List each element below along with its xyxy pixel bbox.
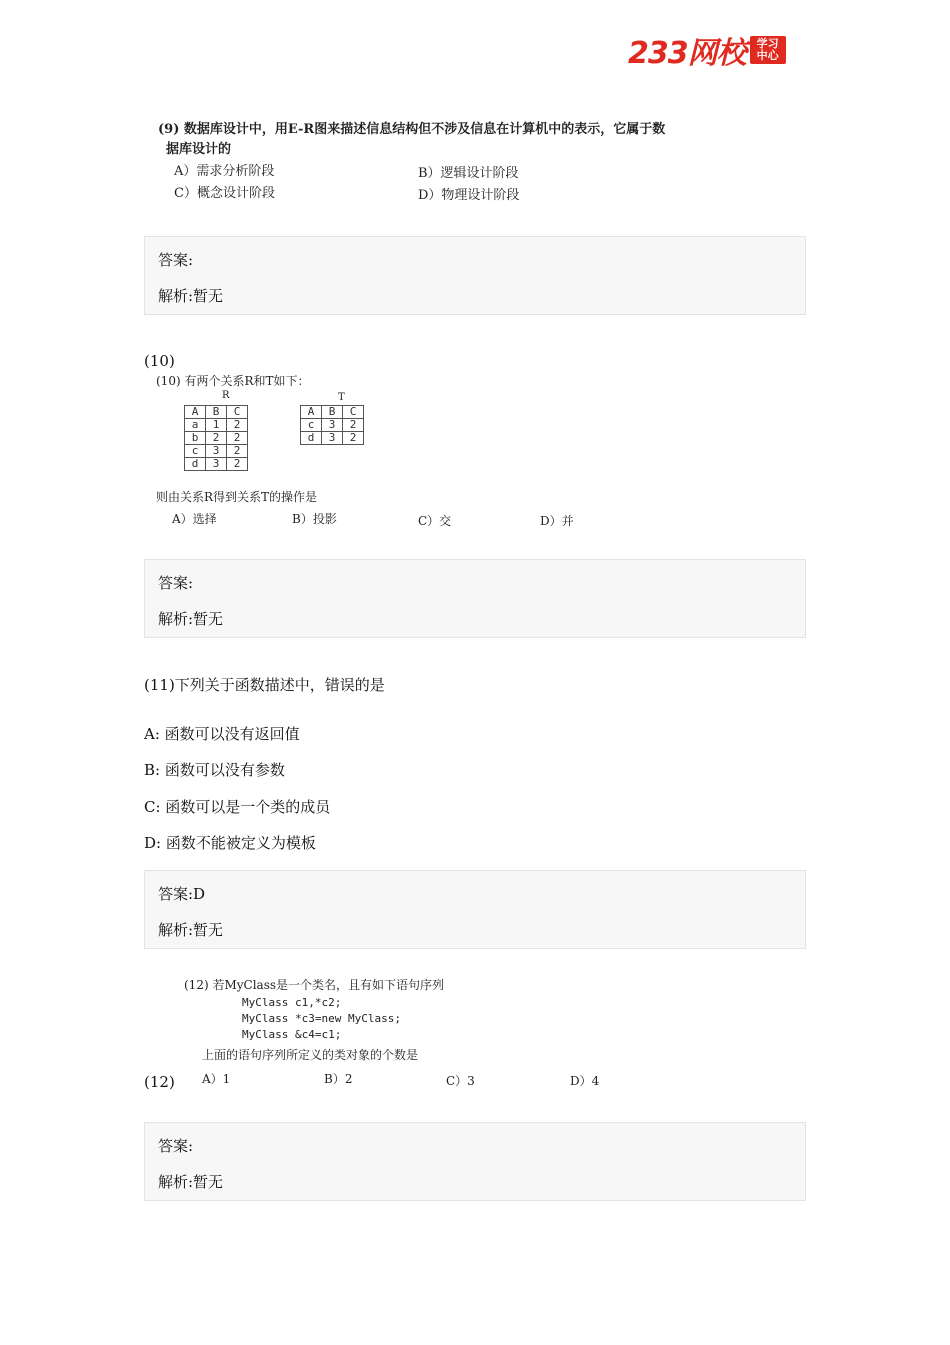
table-r-cell: d	[185, 458, 206, 471]
q10-question: 则由关系R得到关系T的操作是	[156, 490, 318, 504]
table-r-cell: a	[185, 419, 206, 432]
q12-answer: 答案:	[158, 1137, 194, 1155]
table-t-header-cell: C	[343, 406, 364, 419]
q12-option-c: C）3	[446, 1074, 475, 1088]
table-t-title: T	[338, 392, 345, 403]
table-t-header-cell: B	[322, 406, 343, 419]
q12-code-line1: MyClass c1,*c2;	[242, 996, 342, 1009]
q9-answer-box	[144, 236, 806, 315]
table-r-header-cell: A	[185, 406, 206, 419]
question-10-image	[156, 372, 616, 532]
q9-answer: 答案:	[158, 251, 194, 269]
table-r	[184, 405, 248, 471]
q10-answer: 答案:	[158, 574, 194, 592]
table-r-cell: b	[185, 432, 206, 445]
table-t-row	[301, 406, 364, 419]
table-r-cell: 2	[227, 458, 248, 471]
question-9-image	[158, 118, 718, 208]
q11-answer: 答案:D	[158, 885, 206, 903]
table-t-cell: 2	[343, 432, 364, 445]
table-t-cell: 2	[343, 419, 364, 432]
q10-option-a: A）选择	[172, 512, 217, 526]
table-r-row	[185, 432, 248, 445]
table-r-cell: 3	[206, 445, 227, 458]
table-r-row	[185, 458, 248, 471]
table-t	[300, 405, 364, 445]
table-r-title: R	[222, 390, 230, 401]
q10-answer-box	[144, 559, 806, 638]
logo-text: 233网校	[628, 36, 746, 71]
q11-option-b: B: 函数可以没有参数	[144, 761, 285, 779]
table-r-header-cell: B	[206, 406, 227, 419]
table-t-row	[301, 432, 364, 445]
q9-explanation: 解析:暂无	[158, 287, 224, 305]
q12-answer-box	[144, 1122, 806, 1201]
q12-code-line2: MyClass *c3=new MyClass;	[242, 1012, 401, 1025]
q9-option-a: A）需求分析阶段	[174, 164, 275, 179]
q11-option-d: D: 函数不能被定义为模板	[144, 834, 316, 852]
logo-badge: 学习中心	[750, 36, 786, 64]
table-t-cell: 3	[322, 432, 343, 445]
q11-option-c: C: 函数可以是一个类的成员	[144, 798, 331, 816]
table-r-header-cell: C	[227, 406, 248, 419]
table-t-cell: c	[301, 419, 322, 432]
table-r-cell: c	[185, 445, 206, 458]
q12-option-a: A）1	[202, 1072, 231, 1086]
q9-option-c: C）概念设计阶段	[174, 186, 275, 201]
table-r-cell: 2	[227, 419, 248, 432]
table-r-cell: 2	[227, 432, 248, 445]
q12-number: (12)	[144, 1073, 175, 1091]
site-logo[interactable]	[628, 32, 786, 71]
q10-number: (10)	[144, 352, 175, 370]
q9-stem-line1: (9) 数据库设计中，用E-R图来描述信息结构但不涉及信息在计算机中的表示，它属于数	[158, 122, 666, 137]
q11-stem: (11)下列关于函数描述中，错误的是	[144, 676, 385, 694]
q9-option-b: B）逻辑设计阶段	[418, 166, 519, 181]
q10-explanation: 解析:暂无	[158, 610, 224, 628]
q12-option-b: B）2	[324, 1072, 353, 1086]
table-t-row	[301, 419, 364, 432]
table-t-cell: 3	[322, 419, 343, 432]
table-r-cell: 3	[206, 458, 227, 471]
table-t-header-cell: A	[301, 406, 322, 419]
q12-question: 上面的语句序列所定义的类对象的个数是	[202, 1048, 419, 1062]
q9-stem-line2: 据库设计的	[166, 142, 232, 157]
q12-code-line3: MyClass &c4=c1;	[242, 1028, 342, 1041]
q10-option-d: D）并	[540, 514, 574, 528]
q10-stem: (10) 有两个关系R和T如下：	[156, 374, 310, 388]
table-r-row	[185, 419, 248, 432]
table-r-row	[185, 406, 248, 419]
q12-explanation: 解析:暂无	[158, 1173, 224, 1191]
q10-option-b: B）投影	[292, 512, 337, 526]
q9-option-d: D）物理设计阶段	[418, 188, 520, 203]
q11-explanation: 解析:暂无	[158, 921, 224, 939]
table-r-cell: 2	[227, 445, 248, 458]
table-r-row	[185, 445, 248, 458]
q12-stem: (12) 若MyClass是一个类名，且有如下语句序列	[184, 978, 445, 992]
q11-option-a: A: 函数可以没有返回值	[144, 725, 300, 743]
table-r-cell: 2	[206, 432, 227, 445]
table-t-cell: d	[301, 432, 322, 445]
q10-option-c: C）交	[418, 514, 452, 528]
table-r-cell: 1	[206, 419, 227, 432]
q11-answer-box	[144, 870, 806, 949]
q12-option-d: D）4	[570, 1074, 600, 1088]
question-12-image	[184, 976, 624, 1086]
